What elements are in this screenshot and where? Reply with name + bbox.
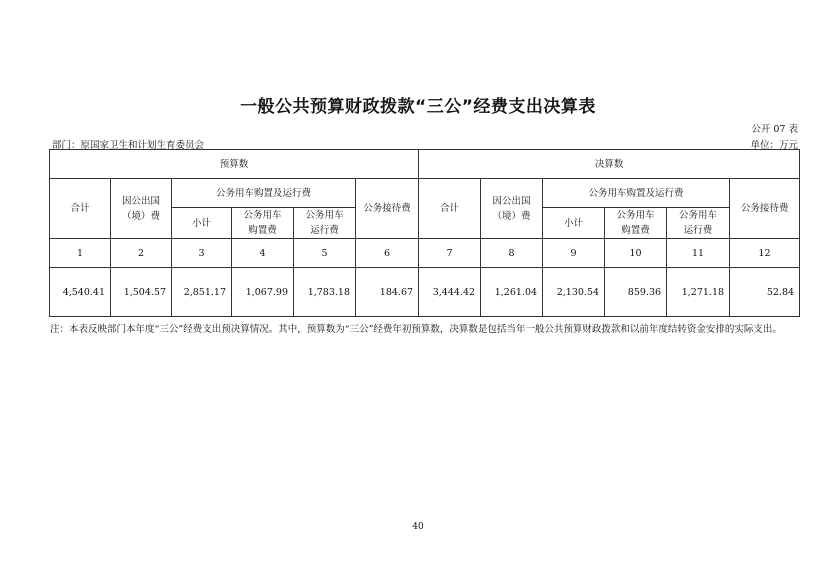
page-number: 40	[412, 522, 424, 532]
column-number: 11	[667, 239, 730, 268]
final-reception-value: 52.84	[730, 268, 800, 317]
page-title: 一般公共预算财政拨款“三公”经费支出决算表	[240, 97, 596, 117]
column-number-row	[50, 239, 800, 268]
column-number: 7	[419, 239, 481, 268]
table-data-row	[50, 268, 800, 317]
budget-operation-value: 1,783.18	[294, 268, 356, 317]
budget-purchase-header: 公务用车 购置费	[232, 208, 294, 239]
final-total-header: 合计	[419, 179, 481, 239]
column-number: 2	[111, 239, 172, 268]
column-number: 9	[543, 239, 605, 268]
column-number: 1	[50, 239, 111, 268]
final-purchase-header: 公务用车 购置费	[605, 208, 667, 239]
budget-group-header: 预算数	[50, 150, 419, 179]
final-subtotal-value: 2,130.54	[543, 268, 605, 317]
three-public-expenses-table	[49, 149, 800, 317]
column-number: 8	[481, 239, 543, 268]
form-number: 公开 07 表	[751, 124, 798, 135]
column-number: 3	[172, 239, 232, 268]
final-total-value: 3,444.42	[419, 268, 481, 317]
unit-label: 单位：万元	[750, 140, 798, 151]
table-footnote: 注：本表反映部门本年度“三公”经费支出预决算情况。其中，预算数为“三公”经费年初预算数，决算数是包括当年一般公共预算财政拨款和以前年度结转资金安排的实际支出。	[50, 324, 782, 335]
column-number: 6	[356, 239, 419, 268]
final-purchase-value: 859.36	[605, 268, 667, 317]
budget-abroad-header: 因公出国 （境）费	[111, 179, 172, 239]
final-subtotal-header: 小计	[543, 208, 605, 239]
final-operation-value: 1,271.18	[667, 268, 730, 317]
budget-reception-value: 184.67	[356, 268, 419, 317]
department-label: 部门：原国家卫生和计划生育委员会	[52, 140, 205, 151]
final-operation-header: 公务用车 运行费	[667, 208, 730, 239]
budget-reception-header: 公务接待费	[356, 179, 419, 239]
budget-subtotal-header: 小计	[172, 208, 232, 239]
column-number: 10	[605, 239, 667, 268]
table-header-row-categories	[50, 179, 800, 208]
table-header-row-groups	[50, 150, 800, 179]
column-number: 5	[294, 239, 356, 268]
final-reception-header: 公务接待费	[730, 179, 800, 239]
column-number: 4	[232, 239, 294, 268]
budget-total-header: 合计	[50, 179, 111, 239]
final-abroad-value: 1,261.04	[481, 268, 543, 317]
budget-total-value: 4,540.41	[50, 268, 111, 317]
final-abroad-header: 因公出国 （境）费	[481, 179, 543, 239]
budget-vehicle-group-header: 公务用车购置及运行费	[172, 179, 356, 208]
final-group-header: 决算数	[419, 150, 800, 179]
budget-subtotal-value: 2,851.17	[172, 268, 232, 317]
budget-abroad-value: 1,504.57	[111, 268, 172, 317]
column-number: 12	[730, 239, 800, 268]
budget-operation-header: 公务用车 运行费	[294, 208, 356, 239]
final-vehicle-group-header: 公务用车购置及运行费	[543, 179, 730, 208]
budget-purchase-value: 1,067.99	[232, 268, 294, 317]
